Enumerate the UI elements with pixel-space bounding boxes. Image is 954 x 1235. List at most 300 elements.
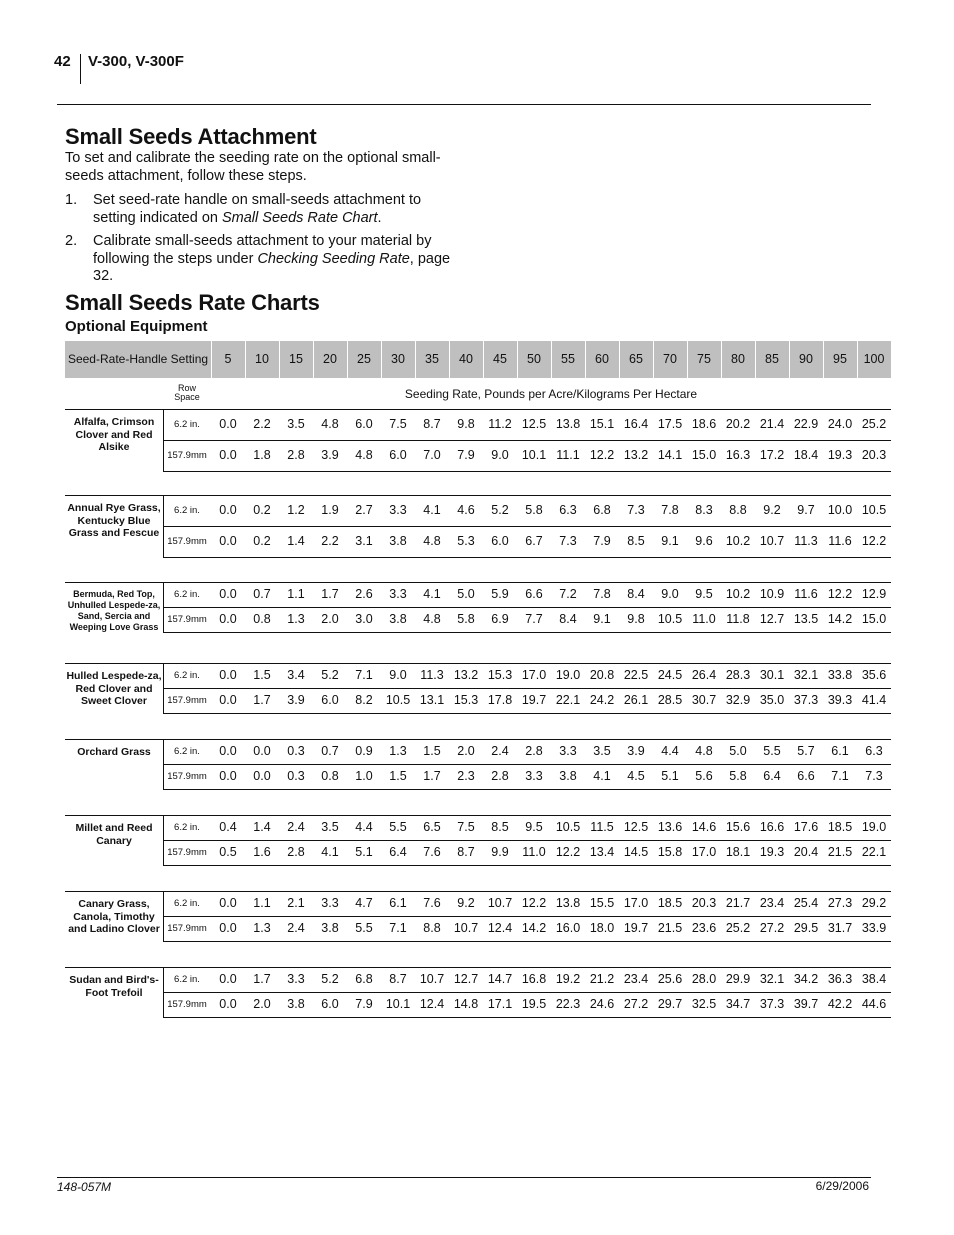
header-separator <box>619 341 620 378</box>
row-unit: 6.2 in. <box>174 505 200 516</box>
rate-cell: 9.5 <box>525 820 543 834</box>
rate-cell: 0.0 <box>219 612 237 626</box>
rate-cell: 0.2 <box>253 534 271 548</box>
rate-cell: 7.8 <box>593 587 611 601</box>
rate-cell: 1.3 <box>253 921 271 935</box>
rate-cell: 11.6 <box>794 587 818 601</box>
rate-cell: 7.6 <box>423 845 441 859</box>
rate-cell: 25.2 <box>861 417 887 431</box>
row-unit: 6.2 in. <box>174 589 200 600</box>
rate-cell: 1.7 <box>423 769 441 783</box>
rate-cell: 11.6 <box>828 534 852 548</box>
rate-cell: 6.0 <box>321 693 339 707</box>
rate-cell: 19.0 <box>555 668 581 682</box>
rate-cell: 20.8 <box>589 668 615 682</box>
rate-cell: 0.8 <box>321 769 339 783</box>
rate-cell: 39.3 <box>827 693 853 707</box>
rate-cell: 7.9 <box>355 997 373 1011</box>
unit-column-rule <box>163 967 164 1017</box>
header-separator <box>755 341 756 378</box>
rate-cell: 23.6 <box>691 921 717 935</box>
rate-cell: 16.3 <box>725 448 751 462</box>
crop-name: Bermuda, Red Top, Unhulled Lespede-za, Sand, Sercia and Weeping Love Grass <box>67 589 161 632</box>
header-separator <box>211 341 212 378</box>
setting-column-header: 55 <box>561 352 575 366</box>
rate-cell: 9.0 <box>389 668 407 682</box>
header-separator <box>687 341 688 378</box>
rate-cell: 6.0 <box>321 997 339 1011</box>
rate-cell: 1.6 <box>253 845 271 859</box>
group-bottom-rule <box>163 941 891 942</box>
rate-cell: 12.4 <box>487 921 513 935</box>
rate-cell: 5.8 <box>729 769 747 783</box>
rate-cell: 7.9 <box>457 448 475 462</box>
rate-cell: 6.3 <box>865 744 883 758</box>
rate-cell: 8.5 <box>491 820 509 834</box>
rate-cell: 8.5 <box>627 534 645 548</box>
rate-cell: 4.5 <box>627 769 645 783</box>
rate-cell: 3.3 <box>389 503 407 517</box>
rate-cell: 7.8 <box>661 503 679 517</box>
unit-column-rule <box>163 663 164 713</box>
setting-column-header: 75 <box>697 352 711 366</box>
rate-cell: 12.5 <box>521 417 547 431</box>
rate-cell: 18.5 <box>827 820 853 834</box>
header-separator <box>823 341 824 378</box>
rate-cell: 31.7 <box>827 921 853 935</box>
step-number: 2. <box>65 233 78 249</box>
rate-cell: 12.2 <box>861 534 887 548</box>
rate-cell: 5.1 <box>661 769 679 783</box>
rate-cell: 3.8 <box>559 769 577 783</box>
unit-column-rule <box>163 409 164 471</box>
section-title-attachment: Small Seeds Attachment <box>65 124 317 149</box>
rate-cell: 3.5 <box>287 417 305 431</box>
header-separator <box>857 341 858 378</box>
rate-cell: 6.1 <box>831 744 849 758</box>
row-unit: 157.9mm <box>167 614 207 625</box>
rate-cell: 6.0 <box>389 448 407 462</box>
section-subtitle: Optional Equipment <box>65 318 208 335</box>
rate-cell: 13.8 <box>555 896 581 910</box>
unit-column-rule <box>163 582 164 632</box>
crop-name: Millet and Reed Canary <box>75 822 153 847</box>
part-number: 148-057M <box>57 1180 112 1194</box>
rate-cell: 3.3 <box>287 972 305 986</box>
step-text: Calibrate small-seeds attachment to your material by following the steps under <box>93 233 432 267</box>
rate-cell: 37.3 <box>759 997 785 1011</box>
header-separator <box>279 341 280 378</box>
rate-cell: 5.2 <box>321 972 339 986</box>
rate-cell: 0.0 <box>219 921 237 935</box>
rate-cell: 5.0 <box>729 744 747 758</box>
model-title: V-300, V-300F <box>88 53 184 70</box>
rate-cell: 6.3 <box>559 503 577 517</box>
handle-setting-label: Seed-Rate-Handle Setting <box>67 352 209 366</box>
rate-cell: 3.3 <box>389 587 407 601</box>
rate-cell: 10.1 <box>385 997 411 1011</box>
rate-cell: 27.2 <box>623 997 649 1011</box>
rate-cell: 0.0 <box>219 693 237 707</box>
rate-cell: 29.2 <box>861 896 887 910</box>
rate-cell: 11.0 <box>522 845 546 859</box>
rate-cell: 11.3 <box>420 668 444 682</box>
rate-cell: 9.0 <box>661 587 679 601</box>
rate-cell: 6.4 <box>763 769 781 783</box>
step-text-end: , page 32. <box>93 250 451 284</box>
rate-cell: 19.3 <box>759 845 785 859</box>
rate-cell: 1.4 <box>253 820 271 834</box>
step-text-end: . <box>377 209 382 226</box>
rate-cell: 13.2 <box>623 448 649 462</box>
row-unit: 6.2 in. <box>174 670 200 681</box>
rate-cell: 13.5 <box>793 612 819 626</box>
rate-cell: 7.3 <box>865 769 883 783</box>
row-unit: 6.2 in. <box>174 822 200 833</box>
rate-cell: 14.7 <box>487 972 513 986</box>
rate-cell: 1.1 <box>287 587 305 601</box>
rate-cell: 22.1 <box>555 693 581 707</box>
rate-cell: 21.5 <box>827 845 853 859</box>
rate-cell: 34.7 <box>725 997 751 1011</box>
rate-cell: 29.5 <box>793 921 819 935</box>
header-separator <box>313 341 314 378</box>
rate-cell: 17.0 <box>691 845 717 859</box>
rate-cell: 10.9 <box>759 587 785 601</box>
rate-cell: 7.1 <box>355 668 373 682</box>
rate-cell: 3.8 <box>321 921 339 935</box>
rate-cell: 35.6 <box>861 668 887 682</box>
rate-cell: 32.9 <box>725 693 751 707</box>
setting-column-header: 50 <box>527 352 541 366</box>
rate-cell: 20.3 <box>861 448 887 462</box>
group-bottom-rule <box>163 789 891 790</box>
rate-cell: 12.2 <box>521 896 547 910</box>
rate-cell: 28.0 <box>691 972 717 986</box>
rate-cell: 8.7 <box>389 972 407 986</box>
rate-cell: 12.4 <box>419 997 445 1011</box>
rate-cell: 4.4 <box>661 744 679 758</box>
rate-cell: 14.6 <box>691 820 717 834</box>
rate-cell: 3.4 <box>287 668 305 682</box>
rate-cell: 10.7 <box>419 972 445 986</box>
rate-cell: 18.0 <box>589 921 615 935</box>
rate-cell: 0.3 <box>287 769 305 783</box>
setting-column-header: 90 <box>799 352 813 366</box>
header-separator <box>245 341 246 378</box>
unit-column-rule <box>163 815 164 865</box>
rate-cell: 10.5 <box>385 693 411 707</box>
rate-cell: 0.3 <box>287 744 305 758</box>
rate-cell: 12.7 <box>759 612 785 626</box>
rate-cell: 3.3 <box>559 744 577 758</box>
rate-cell: 4.1 <box>321 845 339 859</box>
rate-cell: 7.6 <box>423 896 441 910</box>
setting-column-header: 40 <box>459 352 473 366</box>
row-unit: 157.9mm <box>167 695 207 706</box>
header-separator <box>449 341 450 378</box>
rate-cell: 25.6 <box>657 972 683 986</box>
publish-date: 6/29/2006 <box>815 1179 869 1193</box>
rate-cell: 29.7 <box>657 997 683 1011</box>
rate-cell: 2.2 <box>253 417 271 431</box>
rate-cell: 0.0 <box>253 744 271 758</box>
rate-cell: 35.0 <box>759 693 785 707</box>
rate-cell: 16.0 <box>555 921 581 935</box>
setting-column-header: 35 <box>425 352 439 366</box>
rate-cell: 8.3 <box>695 503 713 517</box>
header-separator <box>381 341 382 378</box>
rate-cell: 11.5 <box>590 820 614 834</box>
rate-cell: 17.0 <box>623 896 649 910</box>
crop-name: Orchard Grass <box>77 746 151 758</box>
rate-cell: 9.0 <box>491 448 509 462</box>
rate-cell: 32.5 <box>691 997 717 1011</box>
setting-column-header: 65 <box>629 352 643 366</box>
rate-cell: 1.5 <box>389 769 407 783</box>
rate-cell: 2.0 <box>253 997 271 1011</box>
header-separator <box>347 341 348 378</box>
rate-cell: 4.8 <box>423 612 441 626</box>
rate-cell: 0.5 <box>219 845 237 859</box>
rate-cell: 3.8 <box>389 534 407 548</box>
rate-cell: 8.7 <box>457 845 475 859</box>
rate-cell: 16.8 <box>521 972 547 986</box>
rate-cell: 10.7 <box>453 921 479 935</box>
rate-cell: 14.8 <box>453 997 479 1011</box>
row-unit: 6.2 in. <box>174 746 200 757</box>
rate-cell: 18.1 <box>725 845 751 859</box>
rate-cell: 2.1 <box>287 896 305 910</box>
rate-cell: 12.2 <box>555 845 581 859</box>
unit-column-rule <box>163 495 164 557</box>
rate-cell: 2.6 <box>355 587 373 601</box>
rate-cell: 13.1 <box>419 693 445 707</box>
rate-cell: 38.4 <box>861 972 887 986</box>
rate-cell: 0.0 <box>219 769 237 783</box>
header-separator <box>721 341 722 378</box>
rate-cell: 25.2 <box>725 921 751 935</box>
rate-cell: 1.2 <box>287 503 305 517</box>
rate-cell: 0.2 <box>253 503 271 517</box>
rate-cell: 15.3 <box>453 693 479 707</box>
rate-cell: 2.2 <box>321 534 339 548</box>
rate-cell: 33.8 <box>827 668 853 682</box>
group-bottom-rule <box>163 713 891 714</box>
rate-cell: 7.3 <box>627 503 645 517</box>
rate-cell: 15.1 <box>589 417 615 431</box>
row-unit: 157.9mm <box>167 847 207 858</box>
rate-cell: 1.5 <box>423 744 441 758</box>
rate-cell: 3.9 <box>627 744 645 758</box>
rate-cell: 33.9 <box>861 921 887 935</box>
rate-cell: 7.2 <box>559 587 577 601</box>
rate-cell: 4.8 <box>355 448 373 462</box>
rate-cell: 5.0 <box>457 587 475 601</box>
rate-cell: 20.2 <box>725 417 751 431</box>
rate-cell: 6.8 <box>355 972 373 986</box>
rate-cell: 15.6 <box>725 820 751 834</box>
rate-cell: 23.4 <box>623 972 649 986</box>
rate-cell: 17.1 <box>487 997 513 1011</box>
rate-cell: 19.2 <box>555 972 581 986</box>
rate-cell: 14.2 <box>521 921 547 935</box>
rate-cell: 5.6 <box>695 769 713 783</box>
intro-text: To set and calibrate the seeding rate on the optional small-seeds attachment, follow these steps. <box>65 150 441 184</box>
rate-cell: 0.7 <box>253 587 271 601</box>
rate-cell: 3.5 <box>321 820 339 834</box>
rate-cell: 8.7 <box>423 417 441 431</box>
setting-column-header: 15 <box>289 352 303 366</box>
rate-cell: 13.2 <box>453 668 479 682</box>
rate-cell: 1.8 <box>253 448 271 462</box>
rate-cell: 0.0 <box>219 503 237 517</box>
rate-cell: 37.3 <box>793 693 819 707</box>
rate-cell: 16.4 <box>623 417 649 431</box>
rate-cell: 12.7 <box>453 972 479 986</box>
step-reference: Checking Seeding Rate <box>257 250 410 267</box>
header-rule <box>57 104 871 105</box>
rate-cell: 2.4 <box>287 820 305 834</box>
setting-column-header: 70 <box>663 352 677 366</box>
rate-cell: 3.8 <box>287 997 305 1011</box>
footer-rule <box>57 1177 871 1178</box>
header-separator <box>551 341 552 378</box>
page-number: 42 <box>54 53 71 70</box>
rate-cell: 3.3 <box>321 896 339 910</box>
row-unit: 157.9mm <box>167 923 207 934</box>
rate-cell: 17.6 <box>793 820 819 834</box>
rate-cell: 7.3 <box>559 534 577 548</box>
rate-cell: 17.0 <box>521 668 547 682</box>
header-separator <box>585 341 586 378</box>
rate-cell: 0.0 <box>219 417 237 431</box>
row-unit: 157.9mm <box>167 450 207 461</box>
rate-cell: 10.2 <box>725 534 751 548</box>
rate-cell: 0.0 <box>219 972 237 986</box>
rate-cell: 3.0 <box>355 612 373 626</box>
row-unit: 6.2 in. <box>174 419 200 430</box>
rate-cell: 17.8 <box>487 693 513 707</box>
setting-column-header: 100 <box>863 352 885 366</box>
rate-cell: 11.3 <box>794 534 818 548</box>
rate-cell: 15.8 <box>657 845 683 859</box>
rate-cell: 10.7 <box>759 534 785 548</box>
setting-column-header: 85 <box>765 352 779 366</box>
row-space-label: Row Space <box>174 383 200 402</box>
rate-cell: 4.8 <box>423 534 441 548</box>
rate-cell: 9.2 <box>457 896 475 910</box>
rate-cell: 5.8 <box>525 503 543 517</box>
rate-cell: 10.2 <box>725 587 751 601</box>
rate-cell: 2.0 <box>457 744 475 758</box>
rate-cell: 22.9 <box>793 417 819 431</box>
crop-name: Sudan and Bird's-Foot Trefoil <box>69 974 159 999</box>
rate-cell: 7.9 <box>593 534 611 548</box>
step-item <box>65 233 465 286</box>
rate-cell: 13.8 <box>555 417 581 431</box>
rate-cell: 3.3 <box>525 769 543 783</box>
rate-cell: 13.4 <box>589 845 615 859</box>
rate-cell: 24.0 <box>827 417 853 431</box>
rate-cell: 12.2 <box>589 448 615 462</box>
rate-cell: 4.6 <box>457 503 475 517</box>
rate-cell: 23.4 <box>759 896 785 910</box>
header-divider <box>80 54 81 84</box>
step-reference: Small Seeds Rate Chart <box>221 209 378 226</box>
rate-cell: 0.0 <box>219 534 237 548</box>
header-separator <box>415 341 416 378</box>
rate-cell: 24.5 <box>657 668 683 682</box>
rate-cell: 19.5 <box>521 997 547 1011</box>
rate-cell: 1.3 <box>287 612 305 626</box>
rate-cell: 32.1 <box>793 668 819 682</box>
rate-cell: 5.2 <box>491 503 509 517</box>
rate-cell: 24.2 <box>589 693 615 707</box>
rate-cell: 12.2 <box>827 587 853 601</box>
rate-cell: 5.2 <box>321 668 339 682</box>
rate-cell: 1.5 <box>253 668 271 682</box>
rate-cell: 19.7 <box>521 693 547 707</box>
rate-cell: 9.9 <box>491 845 509 859</box>
row-unit: 157.9mm <box>167 999 207 1010</box>
group-bottom-rule <box>163 471 891 472</box>
unit-column-rule <box>163 891 164 941</box>
header-separator <box>517 341 518 378</box>
rate-cell: 20.4 <box>793 845 819 859</box>
rate-cell: 0.4 <box>219 820 237 834</box>
rate-cell: 4.7 <box>355 896 373 910</box>
crop-name: Canary Grass, Canola, Timothy and Ladino Clover <box>68 898 160 935</box>
rate-cell: 6.8 <box>593 503 611 517</box>
rate-cell: 18.5 <box>657 896 683 910</box>
rate-cell: 9.8 <box>457 417 475 431</box>
setting-column-header: 5 <box>224 352 232 366</box>
section-title-rate-charts: Small Seeds Rate Charts <box>65 290 320 315</box>
rate-cell: 4.1 <box>423 503 441 517</box>
rate-cell: 0.0 <box>219 744 237 758</box>
rate-cell: 15.0 <box>691 448 717 462</box>
rate-cell: 30.7 <box>691 693 717 707</box>
rate-cell: 4.8 <box>695 744 713 758</box>
rate-cell: 0.0 <box>219 587 237 601</box>
rate-cell: 2.4 <box>287 921 305 935</box>
rate-cell: 39.7 <box>793 997 819 1011</box>
rate-cell: 11.0 <box>692 612 716 626</box>
rate-cell: 29.9 <box>725 972 751 986</box>
rate-cell: 5.9 <box>491 587 509 601</box>
rate-cell: 1.7 <box>253 693 271 707</box>
rate-cell: 10.0 <box>827 503 853 517</box>
rate-cell: 2.4 <box>491 744 509 758</box>
rate-cell: 6.7 <box>525 534 543 548</box>
rate-cell: 24.6 <box>589 997 615 1011</box>
header-separator <box>789 341 790 378</box>
rate-cell: 9.8 <box>627 612 645 626</box>
rate-cell: 1.0 <box>355 769 373 783</box>
rate-cell: 0.7 <box>321 744 339 758</box>
rate-cell: 3.5 <box>593 744 611 758</box>
rate-cell: 0.0 <box>219 448 237 462</box>
rate-cell: 5.1 <box>355 845 373 859</box>
setting-column-header: 30 <box>391 352 405 366</box>
rate-cell: 1.3 <box>389 744 407 758</box>
rate-cell: 21.4 <box>759 417 785 431</box>
rate-cell: 36.3 <box>827 972 853 986</box>
step-number: 1. <box>65 192 78 208</box>
rate-cell: 3.9 <box>321 448 339 462</box>
rate-cell: 32.1 <box>759 972 785 986</box>
